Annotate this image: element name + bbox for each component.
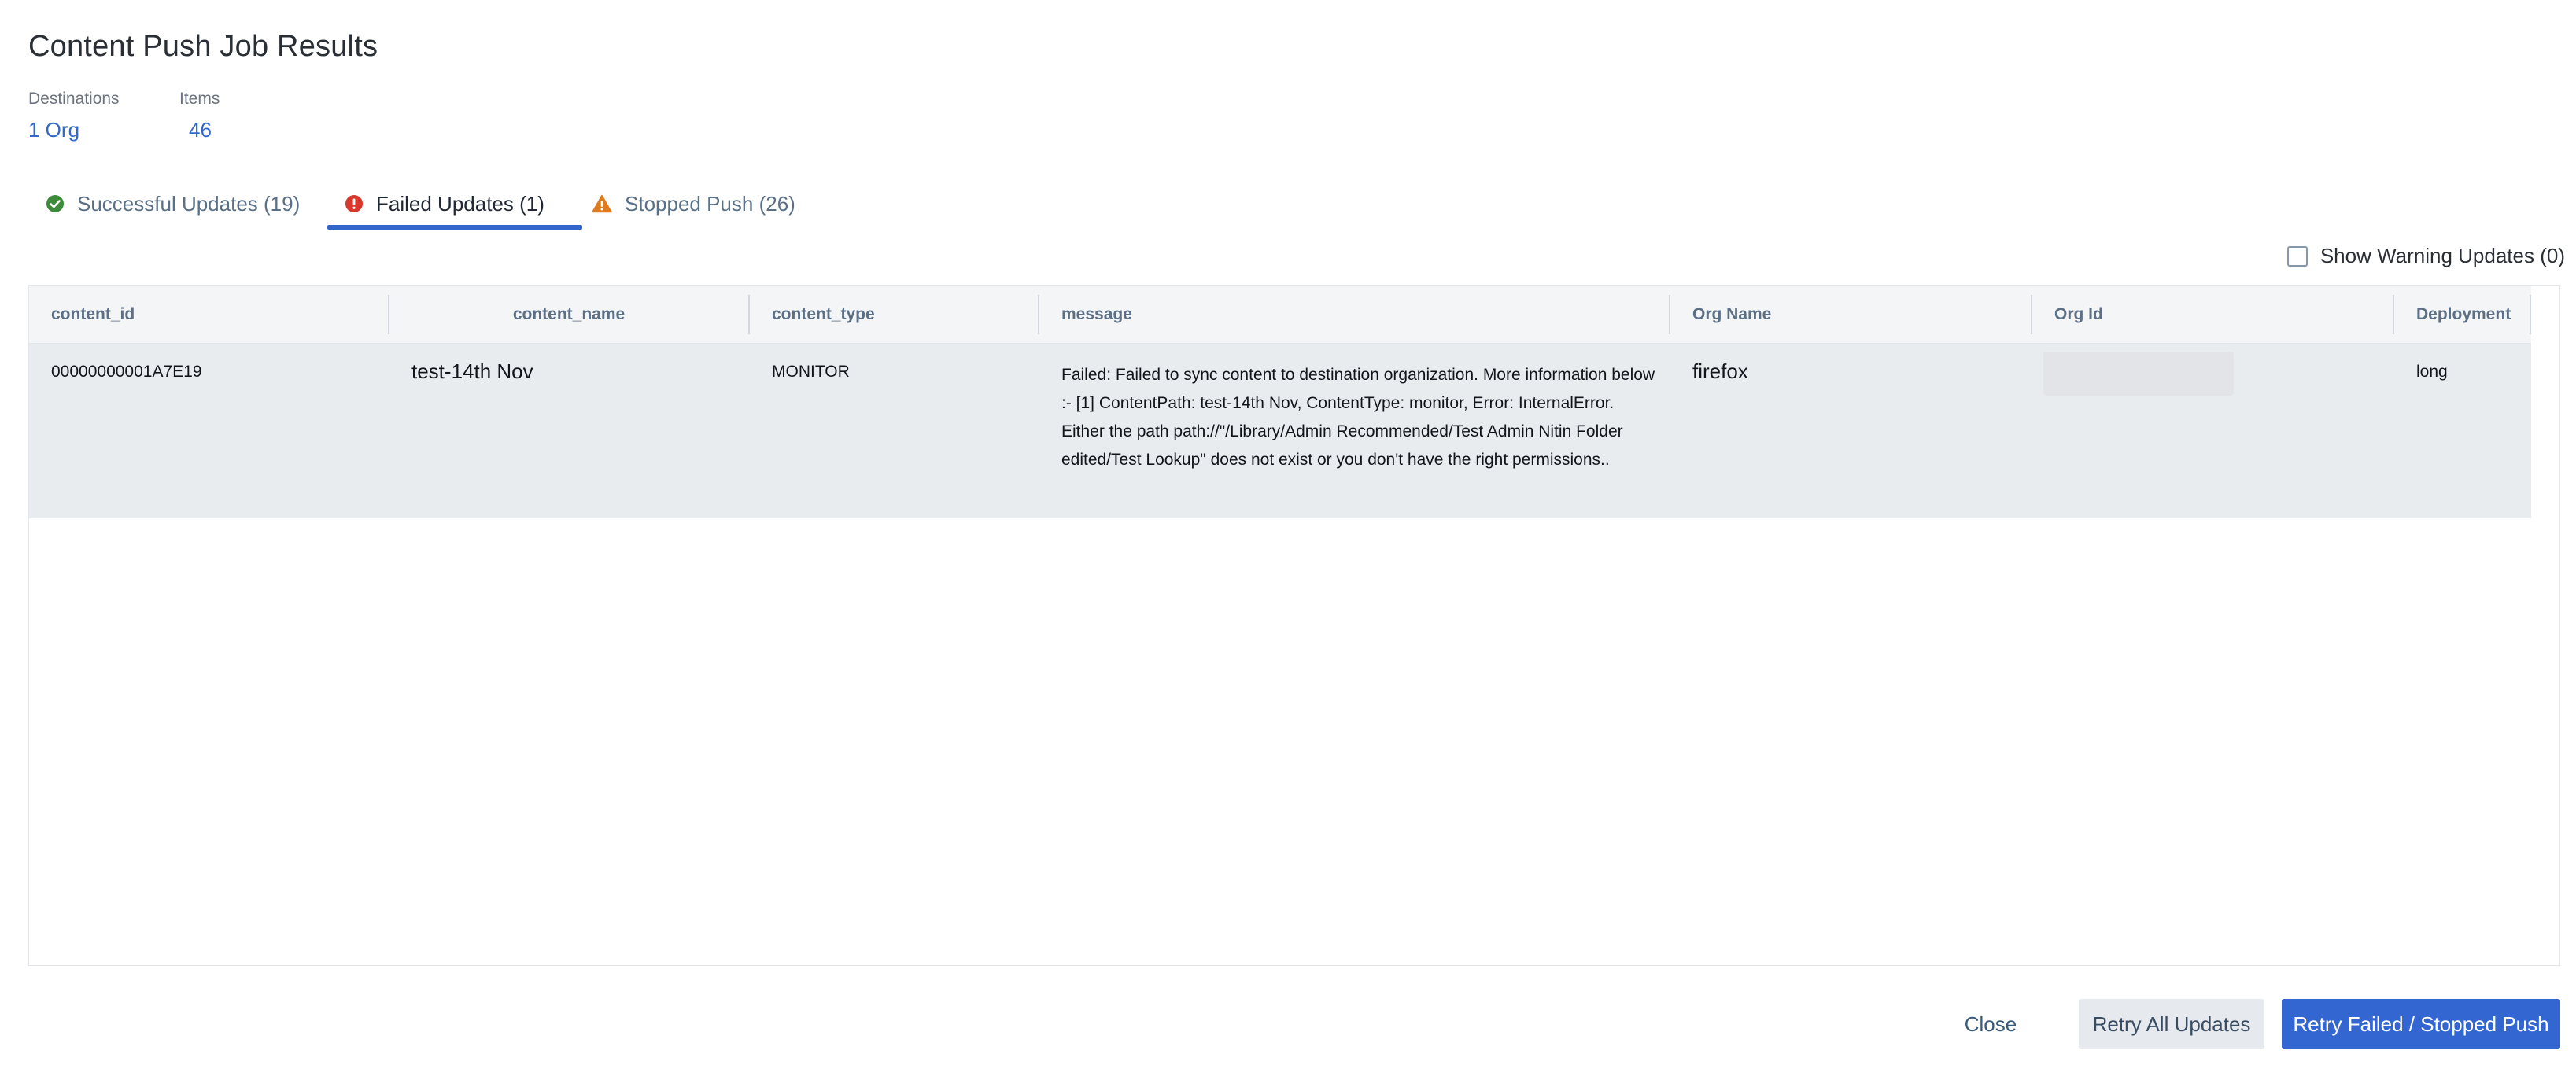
column-header-org-name[interactable]: Org Name xyxy=(1692,305,1772,323)
cell-message: Failed: Failed to sync content to destination organization. More information below :- [1] ContentPath: test-14th Nov, ContentType: monitor, Error: InternalError. Either the path path://"/Library/Admin Recommended/Test Admin Nitin Folder edited/Test Lookup" does not exist or you don't have the right permissions.. xyxy=(1061,366,1655,469)
cell-org-id-redacted xyxy=(2043,352,2234,396)
column-header-content-type[interactable]: content_type xyxy=(772,305,875,323)
tab-label: Successful Updates (19) xyxy=(77,191,301,216)
column-header-org-id[interactable]: Org Id xyxy=(2054,305,2103,323)
tab-stopped-push[interactable] xyxy=(592,179,795,228)
dialog-title: Content Push Job Results xyxy=(28,30,378,63)
destinations-value[interactable]: 1 Org xyxy=(28,118,80,142)
result-tabs xyxy=(28,179,972,230)
items-label: Items xyxy=(179,90,220,108)
tab-failed-updates[interactable] xyxy=(345,179,544,228)
table-header xyxy=(29,286,2531,344)
show-warning-updates-label: Show Warning Updates (0) xyxy=(2320,244,2565,267)
column-header-content-id[interactable]: content_id xyxy=(51,305,135,323)
check-circle-icon xyxy=(46,194,65,213)
destinations-label: Destinations xyxy=(28,90,120,108)
column-header-deployment[interactable]: Deployment xyxy=(2416,305,2511,323)
retry-all-updates-button[interactable]: Retry All Updates xyxy=(2079,999,2264,1049)
table-row[interactable] xyxy=(29,344,2531,518)
show-warning-updates-checkbox[interactable] xyxy=(2287,246,2308,267)
cell-content-name: test-14th Nov xyxy=(411,359,533,383)
error-circle-icon xyxy=(345,194,364,213)
column-header-content-name[interactable]: content_name xyxy=(512,305,626,323)
warning-triangle-icon xyxy=(592,194,612,213)
results-table xyxy=(28,285,2560,966)
cell-content-type: MONITOR xyxy=(772,363,850,381)
tab-label: Stopped Push (26) xyxy=(625,191,795,216)
close-button[interactable]: Close xyxy=(1964,1012,2017,1036)
column-resize-handle[interactable] xyxy=(2530,295,2531,334)
active-tab-indicator xyxy=(327,225,582,230)
items-value[interactable]: 46 xyxy=(189,118,212,142)
retry-failed-stopped-push-button[interactable]: Retry Failed / Stopped Push xyxy=(2282,999,2560,1049)
tab-successful-updates[interactable] xyxy=(46,179,300,228)
tab-label: Failed Updates (1) xyxy=(376,191,544,216)
show-warning-updates-toggle[interactable] xyxy=(2287,244,2565,268)
cell-org-name: firefox xyxy=(1692,359,1748,383)
column-header-message[interactable]: message xyxy=(1061,305,1132,323)
cell-content-id: 00000000001A7E19 xyxy=(51,363,202,381)
cell-deployment: long xyxy=(2416,363,2448,381)
